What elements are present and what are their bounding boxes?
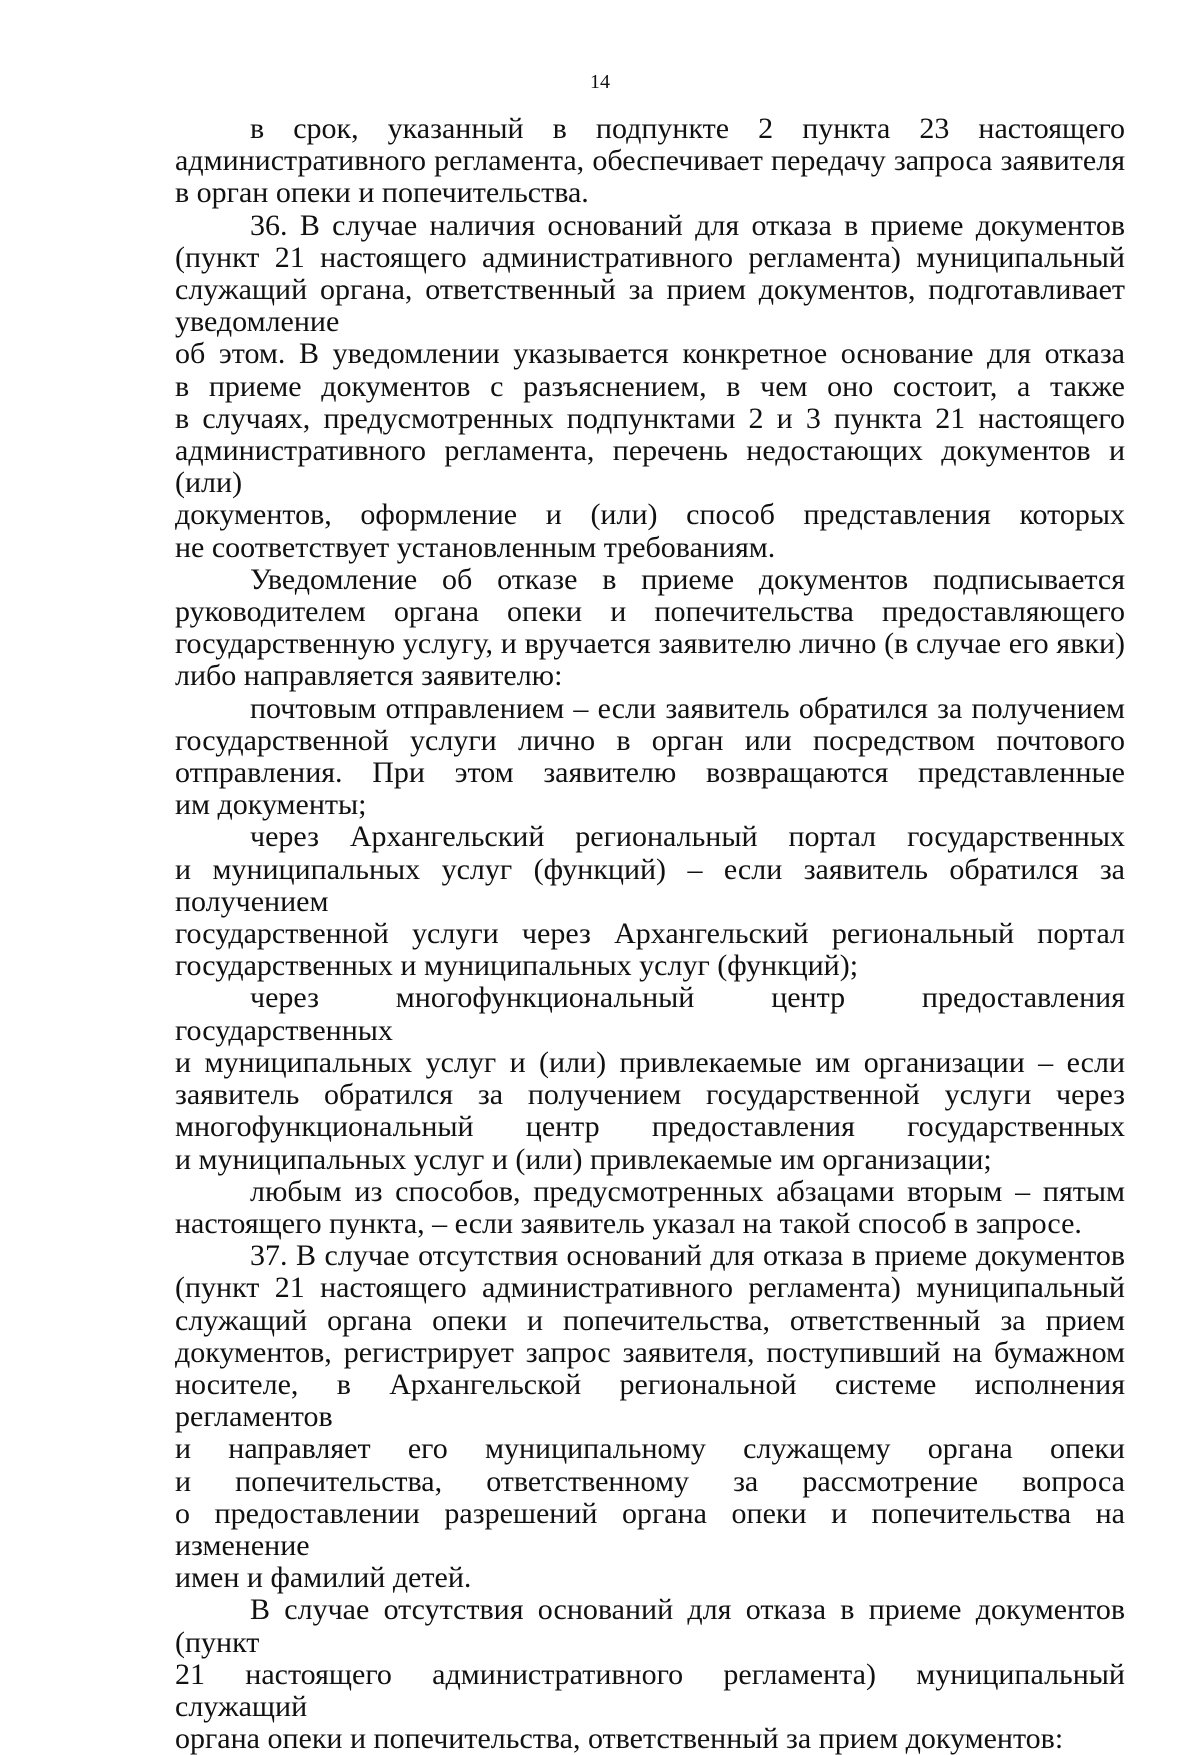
paragraph-line: в приеме документов с разъяснением, в чем оно состоит, а также <box>175 369 1125 403</box>
paragraph-line: не соответствует установленным требованиям. <box>175 530 776 564</box>
paragraph-line: служащий органа опеки и попечительства, ответственный за прием <box>175 1303 1125 1337</box>
paragraph-line: любым из способов, предусмотренных абзацами вторым – пятым <box>250 1174 1125 1208</box>
paragraph-line: в случаях, предусмотренных подпунктами 2 и 3 пункта 21 настоящего <box>175 401 1125 435</box>
paragraph-line: и муниципальных услуг и (или) привлекаемые им организации; <box>175 1142 992 1176</box>
paragraph-line: настоящего пункта, – если заявитель указал на такой способ в запросе. <box>175 1206 1082 1240</box>
paragraph-line: документов, регистрирует запрос заявителя, поступивший на бумажном <box>175 1335 1125 1369</box>
document-body <box>175 113 1125 1755</box>
paragraph-any-method <box>175 1176 1125 1240</box>
paragraph-postal-delivery <box>175 693 1125 822</box>
paragraph-line: в орган опеки и попечительства. <box>175 176 589 210</box>
paragraph-line: документов, оформление и (или) способ представления которых <box>175 498 1125 532</box>
paragraph-line: служащий органа, ответственный за прием документов, подготавливает <box>175 273 1125 307</box>
paragraph-line: заявитель обратился за получением государственной услуги через <box>175 1078 1125 1112</box>
paragraph-line: органа опеки и попечительства, ответственный за прием документов: <box>175 1722 1064 1755</box>
paragraph-line: через Архангельский региональный портал государственных <box>250 820 1125 854</box>
paragraph-regional-portal <box>175 821 1125 982</box>
paragraph-line: им документы; <box>175 788 367 822</box>
paragraph-line: административного регламента, обеспечивает передачу запроса заявителя <box>175 144 1125 178</box>
paragraph-line: государственную услугу, и вручается заявителю лично (в случае его явки) <box>175 627 1125 661</box>
paragraph-line: через многофункциональный центр предоставления государственных <box>175 981 1125 1047</box>
paragraph-line: Уведомление об отказе в приеме документов подписывается <box>250 562 1125 596</box>
paragraph-line: и муниципальных услуг и (или) привлекаемые им организации – если <box>175 1045 1125 1079</box>
paragraph-line: отправления. При этом заявителю возвращаются представленные <box>175 756 1125 790</box>
paragraph-line: либо направляется заявителю: <box>175 659 563 693</box>
paragraph-line: имен и фамилий детей. <box>175 1561 472 1595</box>
paragraph-line: носителе, в Архангельской региональной системе исполнения регламентов <box>175 1367 1125 1434</box>
paragraph-line: и попечительства, ответственному за рассмотрение вопроса <box>175 1464 1125 1498</box>
paragraph-line: 37. В случае отсутствия оснований для отказа в приеме документов <box>250 1239 1125 1273</box>
paragraph-line: государственной услуги лично в орган или посредством почтового <box>175 723 1125 757</box>
paragraph-line: 36. В случае наличия оснований для отказа в приеме документов <box>250 208 1125 242</box>
paragraph-line: уведомление <box>175 305 340 339</box>
paragraph-notification-content <box>175 338 1125 563</box>
paragraph-multifunctional-center <box>175 982 1125 1175</box>
paragraph-line: (пункт 21 настоящего административного регламента) муниципальный <box>175 240 1125 274</box>
paragraph-line: об этом. В уведомлении указывается конкретное основание для отказа <box>175 337 1125 371</box>
paragraph-line: почтовым отправлением – если заявитель обратился за получением <box>250 691 1125 725</box>
paragraph-36 <box>175 210 1125 339</box>
paragraph-line: государственных и муниципальных услуг (функций); <box>175 949 859 983</box>
paragraph-line: многофункциональный центр предоставления государственных <box>175 1110 1125 1144</box>
paragraph-line: и муниципальных услуг (функций) – если заявитель обратился за получением <box>175 852 1125 918</box>
paragraph-line: и направляет его муниципальному служащему органа опеки <box>175 1432 1125 1466</box>
paragraph-notification-signature <box>175 564 1125 693</box>
paragraph-line: государственной услуги через Архангельский региональный портал <box>175 917 1125 951</box>
paragraph-line: о предоставлении разрешений органа опеки и попечительства на изменение <box>175 1496 1125 1562</box>
paragraph-line: (пункт 21 настоящего административного регламента) муниципальный <box>175 1271 1125 1305</box>
paragraph-no-grounds <box>175 1594 1125 1755</box>
page-number: 14 <box>590 71 610 93</box>
paragraph-line: руководителем органа опеки и попечительства предоставляющего <box>175 595 1125 629</box>
paragraph-line: 21 настоящего административного регламента) муниципальный служащий <box>175 1657 1125 1723</box>
paragraph-0 <box>175 113 1125 210</box>
paragraph-line: административного регламента, перечень недостающих документов и (или) <box>175 434 1125 500</box>
paragraph-line: В случае отсутствия оснований для отказа в приеме документов (пункт <box>175 1593 1125 1659</box>
paragraph-37 <box>175 1240 1125 1594</box>
paragraph-line: в срок, указанный в подпункте 2 пункта 23 настоящего <box>250 112 1125 145</box>
